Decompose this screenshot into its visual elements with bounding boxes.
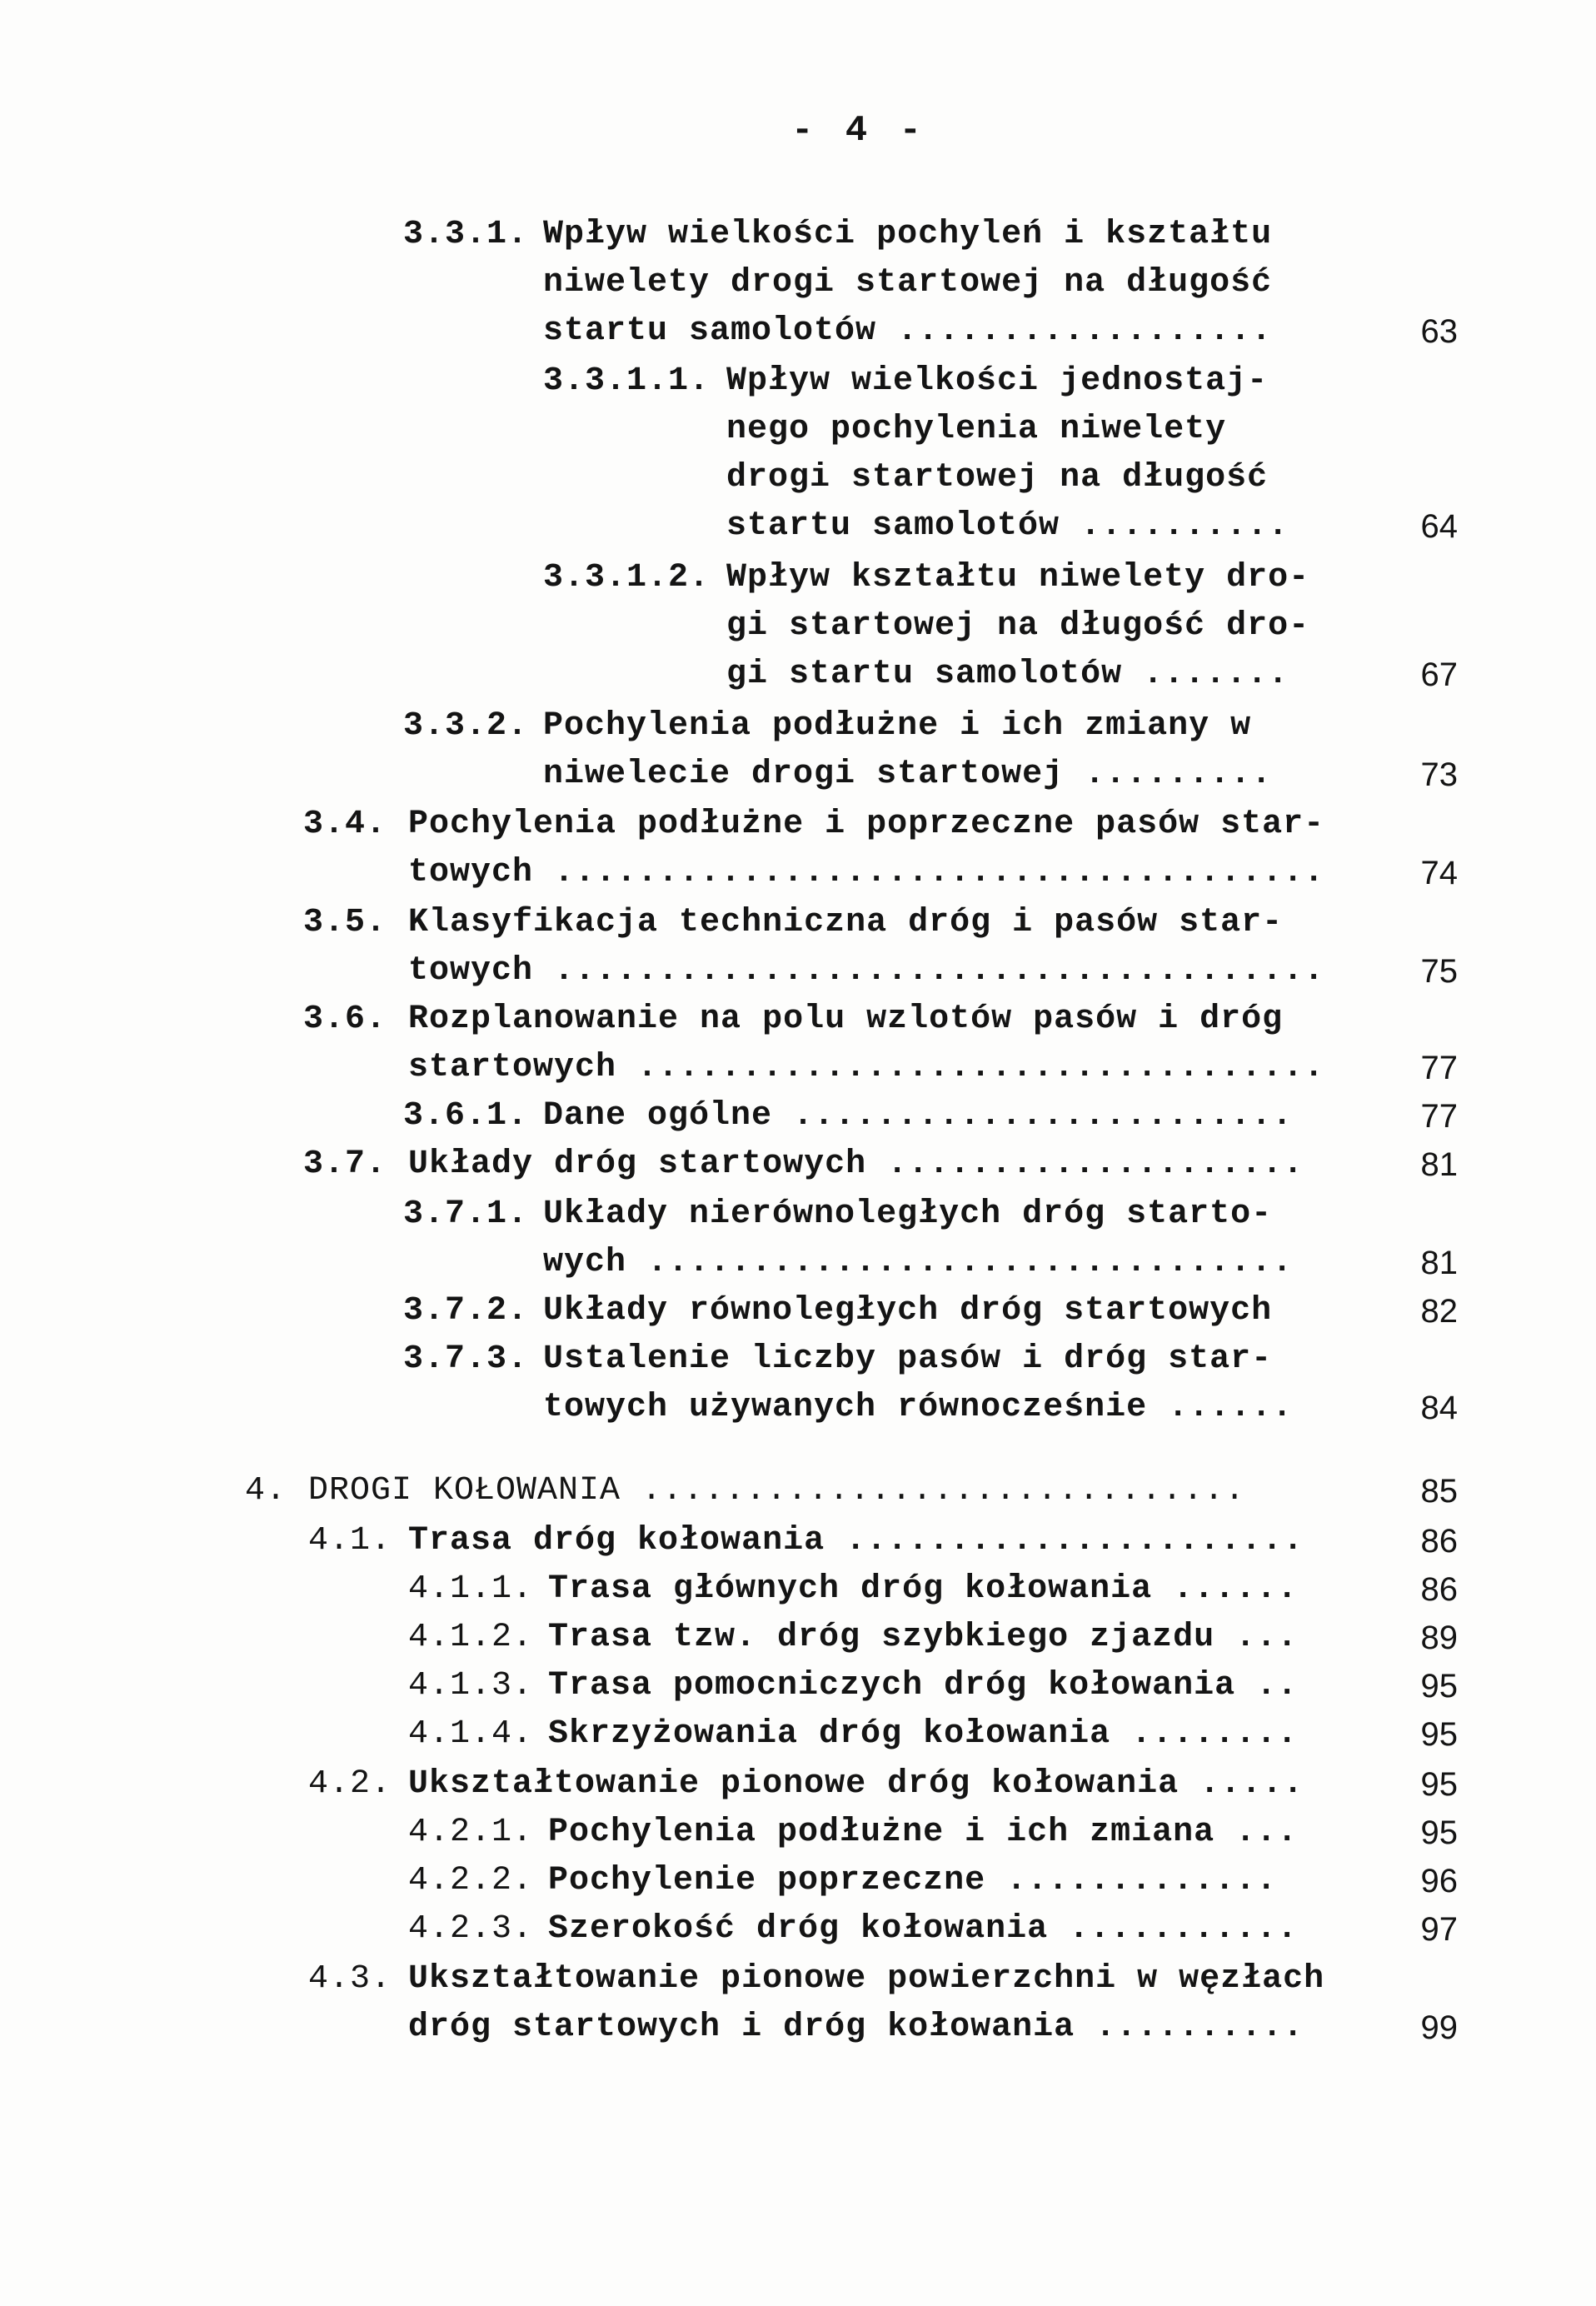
toc-page-ref: 89: [1420, 1620, 1458, 1656]
toc-entry-line: Klasyfikacja techniczna dróg i pasów star-: [408, 904, 1284, 941]
toc-entry-number: 3.3.2.: [403, 707, 529, 745]
toc-entry-number: 3.3.1.2.: [543, 559, 711, 596]
toc-entry-line: Wpływ kształtu niwelety dro-: [726, 559, 1310, 596]
toc-entry-number: 4.1.1.: [408, 1570, 534, 1608]
page-number: - 4 -: [791, 110, 927, 152]
toc-page-ref: 85: [1420, 1473, 1458, 1510]
toc-entry-line: towych .....................................: [408, 854, 1325, 891]
toc-entry-line: towych używanych równocześnie ......: [543, 1389, 1294, 1426]
toc-entry-line: towych .....................................: [408, 952, 1325, 990]
toc-page-ref: 96: [1420, 1863, 1458, 1899]
toc-chapter-title: DROGI KOŁOWANIA .............................: [308, 1472, 1246, 1510]
toc-entry-line: Ustalenie liczby pasów i dróg star-: [543, 1340, 1273, 1378]
toc-page-ref: 95: [1420, 1716, 1458, 1753]
toc-entry-number: 3.7.: [303, 1146, 387, 1183]
toc-entry-line: Trasa pomocniczych dróg kołowania ..: [548, 1667, 1299, 1705]
toc-page-ref: 84: [1420, 1390, 1458, 1426]
toc-page-ref: 95: [1420, 1814, 1458, 1851]
toc-page-ref: 77: [1420, 1098, 1458, 1135]
toc-entry-line: Pochylenia podłużne i ich zmiana ...: [548, 1814, 1299, 1851]
toc-entry-number: 4.1.: [308, 1522, 392, 1560]
toc-entry-line: Skrzyżowania dróg kołowania ........: [548, 1715, 1299, 1753]
toc-page-ref: 77: [1420, 1050, 1458, 1086]
toc-entry-line: drogi startowej na długość: [726, 459, 1269, 497]
toc-entry-line: Wpływ wielkości jednostaj-: [726, 362, 1269, 400]
toc-page-ref: 97: [1420, 1911, 1458, 1948]
toc-entry-line: Układy nierównoległych dróg starto-: [543, 1195, 1273, 1233]
toc-entry-line: Ukształtowanie pionowe powierzchni w węzłach: [408, 1960, 1325, 1998]
toc-entry-number: 4.2.: [308, 1765, 392, 1803]
toc-entry-number: 3.3.1.: [403, 216, 529, 253]
toc-page-ref: 95: [1420, 1668, 1458, 1705]
toc-entry-line: Trasa dróg kołowania ......................: [408, 1522, 1304, 1560]
toc-entry-line: nego pochylenia niwelety: [726, 411, 1227, 448]
toc-entry-line: gi startu samolotów .......: [726, 656, 1289, 693]
toc-entry-line: Pochylenie poprzeczne .............: [548, 1862, 1278, 1899]
toc-entry-number: 4.: [245, 1472, 287, 1510]
toc-entry-line: startu samolotów ..........: [726, 507, 1289, 545]
toc-entry-line: Trasa głównych dróg kołowania ......: [548, 1570, 1299, 1608]
toc-entry-line: Układy dróg startowych ....................: [408, 1146, 1304, 1183]
toc-entry-line: Pochylenia podłużne i poprzeczne pasów star-: [408, 806, 1325, 843]
toc-entry-number: 4.1.3.: [408, 1667, 534, 1705]
toc-page-ref: 67: [1420, 656, 1458, 693]
toc-page-ref: 64: [1420, 508, 1458, 545]
toc-entry-line: startowych .................................: [408, 1049, 1325, 1086]
toc-entry-line: Dane ogólne ........................: [543, 1097, 1294, 1135]
toc-entry-line: Pochylenia podłużne i ich zmiany w: [543, 707, 1252, 745]
toc-entry-line: niwelecie drogi startowej .........: [543, 756, 1273, 793]
toc-page-ref: 82: [1420, 1293, 1458, 1330]
toc-entry-line: gi startowej na długość dro-: [726, 607, 1310, 645]
toc-entry-line: Trasa tzw. dróg szybkiego zjazdu ...: [548, 1619, 1299, 1656]
toc-page-ref: 63: [1420, 313, 1458, 350]
toc-entry-number: 4.2.3.: [408, 1910, 534, 1948]
toc-page-ref: 81: [1420, 1245, 1458, 1281]
toc-entry-number: 4.1.4.: [408, 1715, 534, 1753]
toc-entry-line: Szerokość dróg kołowania ...........: [548, 1910, 1299, 1948]
toc-entry-line: wych ...............................: [543, 1244, 1294, 1281]
toc-entry-number: 3.7.1.: [403, 1195, 529, 1233]
toc-entry-line: dróg startowych i dróg kołowania ..........: [408, 2009, 1304, 2046]
toc-entry-line: Ukształtowanie pionowe dróg kołowania .....: [408, 1765, 1304, 1803]
toc-page-ref: 86: [1420, 1571, 1458, 1608]
toc-page-ref: 75: [1420, 953, 1458, 990]
toc-entry-number: 4.1.2.: [408, 1619, 534, 1656]
toc-entry-number: 3.3.1.1.: [543, 362, 711, 400]
toc-page-ref: 74: [1420, 855, 1458, 891]
toc-entry-number: 4.2.2.: [408, 1862, 534, 1899]
toc-entry-number: 3.7.3.: [403, 1340, 529, 1378]
toc-entry-line: Układy równoległych dróg startowych: [543, 1292, 1273, 1330]
toc-entry-number: 3.5.: [303, 904, 387, 941]
toc-entry-line: niwelety drogi startowej na długość: [543, 264, 1273, 302]
toc-page-ref: 99: [1420, 2009, 1458, 2046]
toc-entry-number: 4.2.1.: [408, 1814, 534, 1851]
toc-page-ref: 73: [1420, 756, 1458, 793]
toc-page-ref: 86: [1420, 1523, 1458, 1560]
toc-entry-line: startu samolotów ..................: [543, 312, 1273, 350]
toc-entry-number: 3.6.: [303, 1001, 387, 1038]
toc-entry-number: 3.7.2.: [403, 1292, 529, 1330]
toc-entry-number: 4.3.: [308, 1960, 392, 1998]
toc-entry-line: Wpływ wielkości pochyleń i kształtu: [543, 216, 1273, 253]
toc-entry-number: 3.4.: [303, 806, 387, 843]
toc-page-ref: 81: [1420, 1146, 1458, 1183]
toc-entry-number: 3.6.1.: [403, 1097, 529, 1135]
toc-entry-line: Rozplanowanie na polu wzlotów pasów i dróg: [408, 1001, 1284, 1038]
toc-page-ref: 95: [1420, 1766, 1458, 1803]
